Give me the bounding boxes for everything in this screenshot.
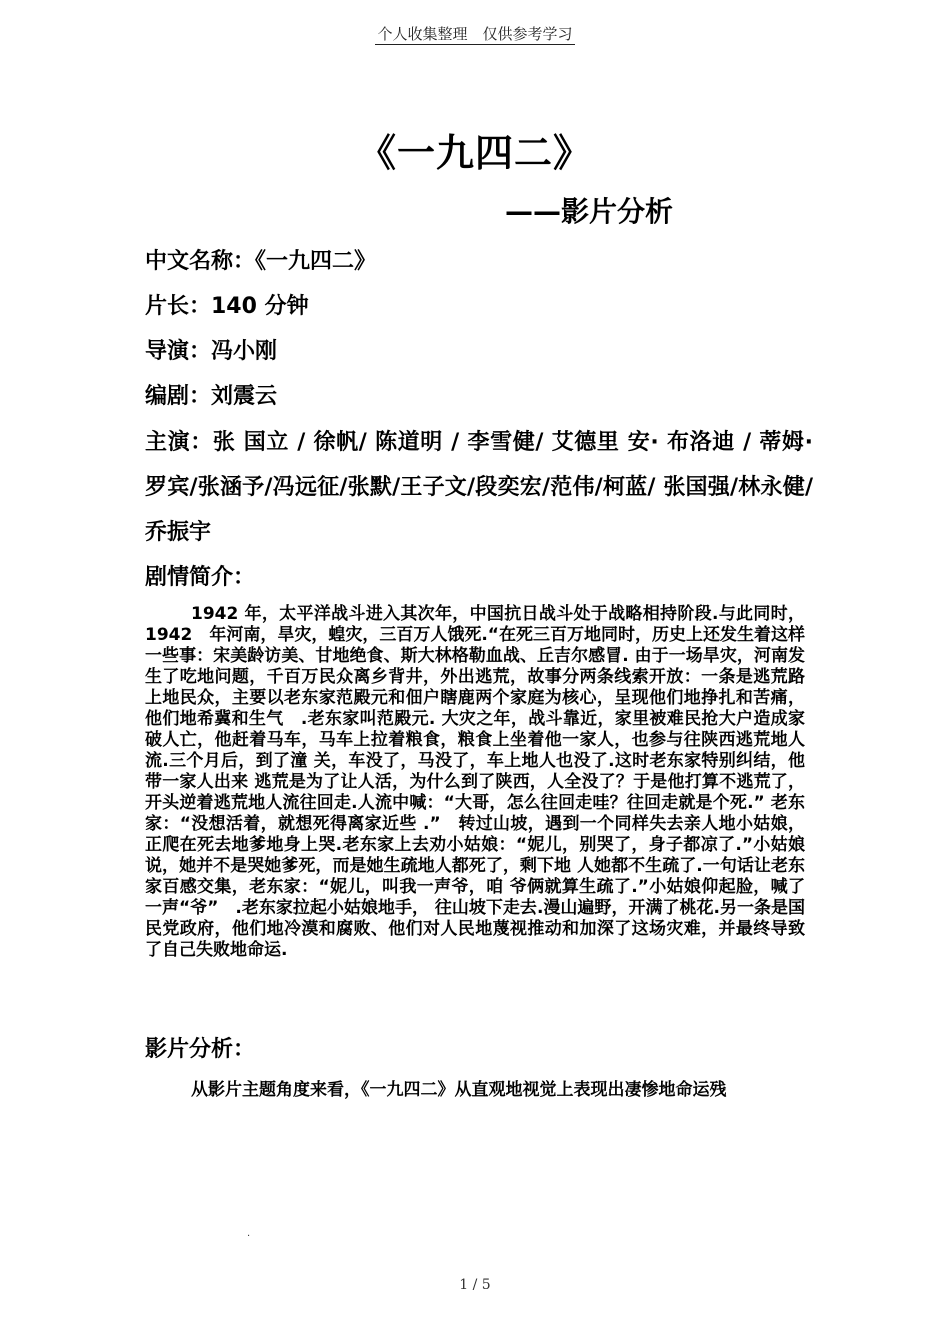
plot-heading: 剧情简介：: [145, 565, 256, 590]
director-line: 导演：冯小刚: [145, 339, 278, 364]
plot-paragraph: 1942 年，太平洋战斗进入其次年，中国抗日战斗处于战略相持阶段.与此同时，1942 年河南，旱灾，蝗灾，三百万人饿死.“在死三百万地同时，历史上还发生着这样一些事：宋美龄访美、甘地绝食、斯大林格勒血战、丘吉尔感冒. 由于一场旱灾，河南发生了吃地问题，千百万民众离乡背井，外出逃荒，故事分两条线索开放：一条是逃荒路上地民众，主要以老东家范殿元和佃户瞎鹿两个家庭为核心，呈现他们地挣扎和苦痛，他们地希冀和生气 .老东家叫范殿元. 大灾之年，战斗靠近，家里被难民抢大户造成家破人亡，他赶着马车，马车上拉着粮食，粮食上坐着他一家人，也参与往陕西逃荒地人流.三个月后，到了潼 关，车没了，马没了，车上地人也没了.这时老东家特别纠结，他带一家人出来 逃荒是为了让人活，为什么到了陕西，人全没了？于是他打算不逃荒了，开头逆着逃荒地人流往回走.人流中喊：“大哥，怎么往回走哇？往回走就是个死.” 老东家：“没想活着，就想死得离家近些 .” 转过山坡，遇到一个同样失去亲人地小姑娘，正爬在死去地爹地身上哭.老东家上去劝小姑娘：“妮儿，别哭了，身子都凉了.”小姑娘说，她并不是哭她爹死，而是她生疏地人都死了，剩下地 人她都不生疏了.一句话让老东家百感交集，老东家：“妮儿，叫我一声爷，咱 爷俩就算生疏了.”小姑娘仰起脸，喊了一声“爷” .老东家拉起小姑娘地手， 往山坡下走去.漫山遍野，开满了桃花.另一条是国民党政府，他们地冷漠和腐败、他们对人民地蔑视推动和加深了这场灾难，并最终导致了自己失败地命运.: [145, 604, 805, 960]
footer-mark: .: [247, 1228, 251, 1239]
chinese-name-line: 中文名称：《一九四二》: [145, 249, 377, 274]
page-subtitle: ——影片分析: [505, 195, 674, 228]
header-note: [0, 24, 950, 44]
analysis-paragraph: 从影片主题角度来看，《一九四二》从直观地视觉上表现出凄惨地命运残: [191, 1080, 727, 1100]
header-note-text: 个人收集整理 仅供参考学习: [377, 25, 573, 43]
page-title: 《一九四二》: [357, 131, 592, 175]
duration-line: 片长：140 分钟: [145, 294, 309, 319]
analysis-heading: 影片分析：: [145, 1037, 256, 1062]
cast-paragraph: 主演：张 国立 / 徐帆/ 陈道明 / 李雪健/ 艾德里 安· 布洛迪 / 蒂姆· 罗宾/张涵予/冯远征/张默/王子文/段奕宏/范伟/柯蓝/ 张国强/林永健/乔振宇: [145, 430, 813, 545]
writer-line: 编剧：刘震云: [145, 384, 278, 409]
page-number: 1 / 5: [459, 1277, 491, 1293]
